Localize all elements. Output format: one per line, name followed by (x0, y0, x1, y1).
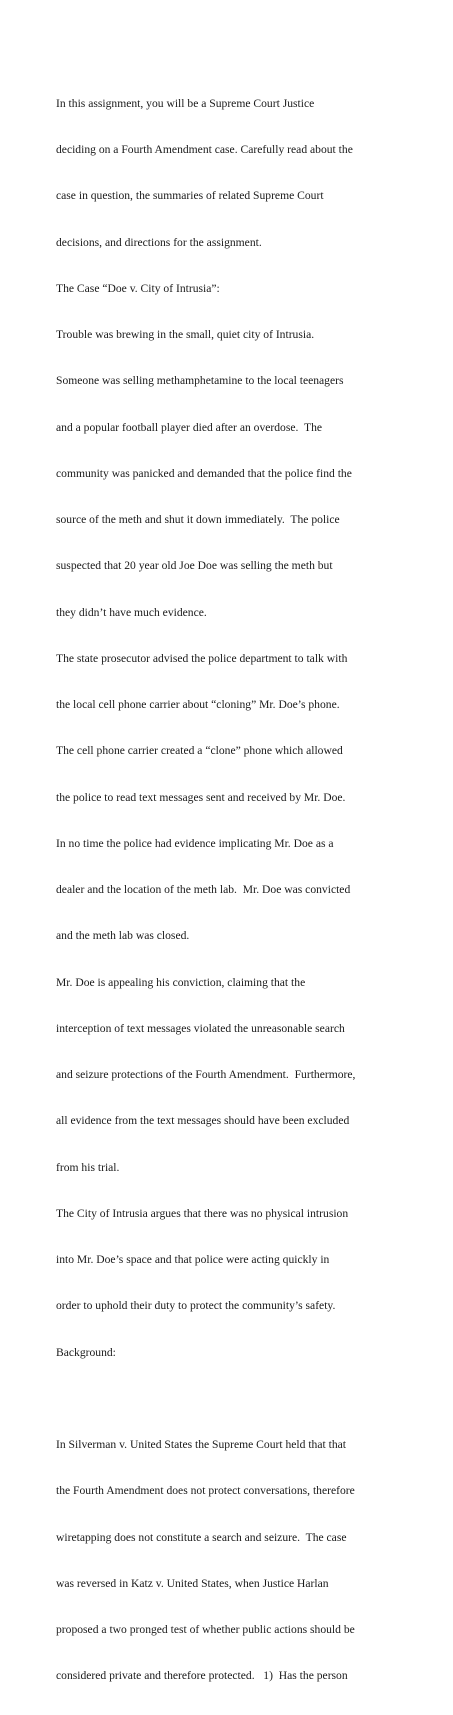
text-line: the Fourth Amendment does not protect conversations, therefore (56, 1484, 355, 1498)
blank-line (56, 1391, 408, 1406)
text-line: order to uphold their duty to protect the community’s safety. (56, 1299, 336, 1313)
text-line: case in question, the summaries of related Supreme Court (56, 189, 324, 203)
text-line: all evidence from the text messages should have been excluded (56, 1114, 350, 1128)
text-line: interception of text messages violated the unreasonable search (56, 1021, 345, 1035)
text-line: they didn’t have much evidence. (56, 605, 207, 619)
section-heading-background: Background: (56, 1345, 116, 1359)
text-line: proposed a two pronged test of whether public actions should be (56, 1623, 355, 1637)
text-line: The cell phone carrier created a “clone” phone which allowed (56, 744, 343, 758)
section-heading-case: The Case “Doe v. City of Intrusia”: (56, 281, 220, 295)
text-line: and the meth lab was closed. (56, 929, 190, 943)
text-line: wiretapping does not constitute a search and seizure. The case (56, 1530, 347, 1544)
text-line: from his trial. (56, 1160, 120, 1174)
text-line: The City of Intrusia argues that there was no physical intrusion (56, 1206, 349, 1220)
text-line: considered private and therefore protected. 1) Has the person (56, 1669, 348, 1683)
text-line: the local cell phone carrier about “cloning” Mr. Doe’s phone. (56, 698, 340, 712)
text-line: source of the meth and shut it down immediately. The police (56, 513, 340, 527)
text-line: In this assignment, you will be a Supreme Court Justice (56, 96, 315, 110)
text-line: community was panicked and demanded that the police find the (56, 466, 352, 480)
text-line: dealer and the location of the meth lab. Mr. Doe was convicted (56, 883, 351, 897)
text-line: In Silverman v. United States the Supreme Court held that that (56, 1438, 347, 1452)
text-line: into Mr. Doe’s space and that police were acting quickly in (56, 1253, 330, 1267)
document-body (56, 65, 408, 1715)
text-line: The state prosecutor advised the police department to talk with (56, 651, 348, 665)
text-line: and a popular football player died after an overdose. The (56, 420, 323, 434)
text-line: Trouble was brewing in the small, quiet city of Intrusia. (56, 328, 315, 342)
text-line: In no time the police had evidence implicating Mr. Doe as a (56, 836, 334, 850)
text-line: and seizure protections of the Fourth Amendment. Furthermore, (56, 1068, 356, 1082)
text-line: decisions, and directions for the assignment. (56, 235, 262, 249)
text-line: suspected that 20 year old Joe Doe was selling the meth but (56, 559, 333, 573)
text-line: Someone was selling methamphetamine to the local teenagers (56, 374, 344, 388)
text-line: Mr. Doe is appealing his conviction, claiming that the (56, 975, 306, 989)
text-line: deciding on a Fourth Amendment case. Carefully read about the (56, 143, 353, 157)
text-line: the police to read text messages sent and received by Mr. Doe. (56, 790, 346, 804)
text-line: was reversed in Katz v. United States, when Justice Harlan (56, 1576, 329, 1590)
